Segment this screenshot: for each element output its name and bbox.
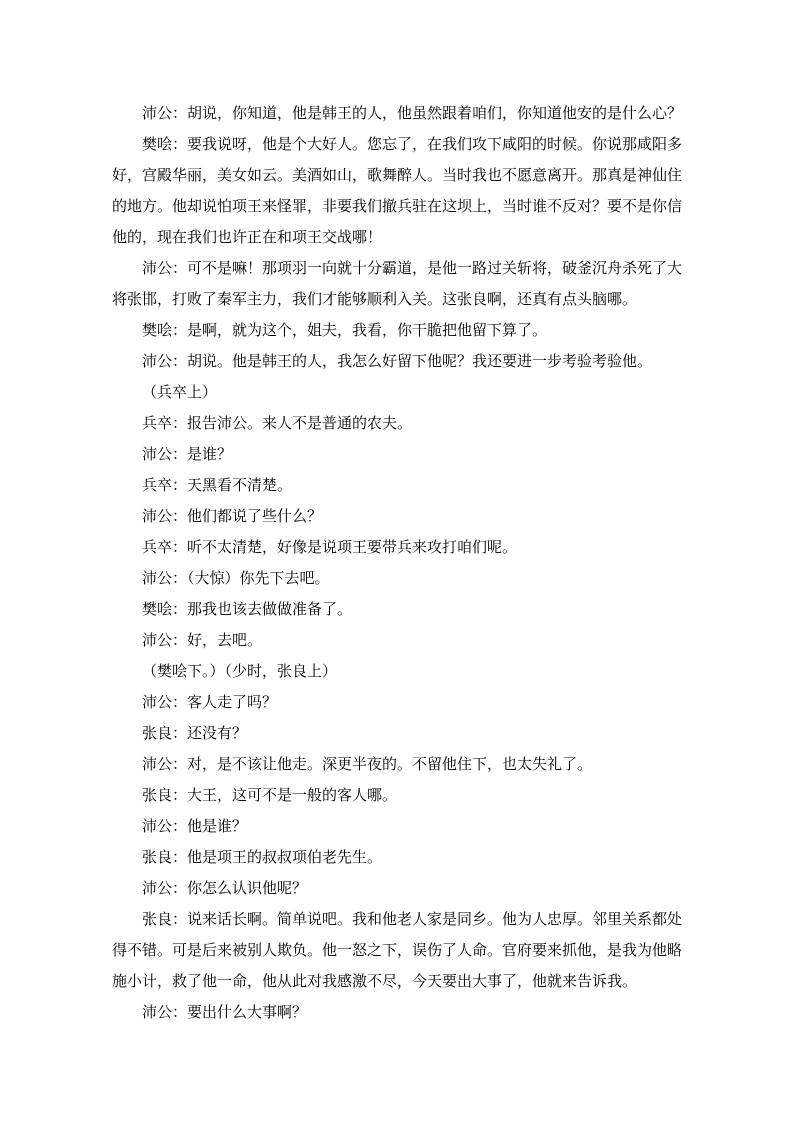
dialogue-line: 兵卒：听不太清楚，好像是说项王要带兵来攻打咱们呢。 (142, 538, 518, 556)
dialogue-line: 沛公：客人走了吗？ (142, 693, 278, 711)
dialogue-line: 张良：说来话长啊。简单说吧。我和他老人家是同乡。他为人忠厚。邻里关系都处得不错。可是后来被别人欺负。他一怒之下，误伤了人命。官府要来抓他，是我为他略施小计，救了他一命，他从此对我感激不尽，今天要出大事了，他就来告诉我。 (112, 910, 683, 990)
stage-direction: （兵卒上） (142, 383, 218, 401)
dialogue-line: 张良：还没有？ (142, 724, 248, 742)
dialogue-line: 沛公：（大惊）你先下去吧。 (142, 569, 330, 587)
dialogue-line: 沛公：胡说，你知道，他是韩王的人，他虽然跟着咱们，你知道他安的是什么心？ (142, 104, 683, 122)
dialogue-line: 张良：大王，这可不是一般的客人哪。 (142, 786, 398, 804)
dialogue-line: 沛公：要出什么大事啊？ (142, 1003, 308, 1021)
dialogue-line: 沛公：好，去吧。 (142, 631, 263, 649)
dialogue-line: 沛公：胡说。他是韩王的人，我怎么好留下他呢？我还要进一步考验考验他。 (142, 352, 653, 370)
dialogue-line: 沛公：他们都说了些什么？ (142, 507, 323, 525)
stage-direction: （樊哙下。）（少时，张良上） (142, 662, 338, 680)
dialogue-line: 张良：他是项王的叔叔项伯老先生。 (142, 848, 383, 866)
dialogue-line: 樊哙：要我说呀，他是个大好人。您忘了，在我们攻下咸阳的时候。你说那咸阳多好，宫殿华丽，美女如云。美酒如山，歌舞醉人。当时我也不愿意离开。那真是神仙住的地方。他却说怕项王来怪罪，非要我们撤兵驻在这坝上，当时谁不反对？要不是你信他的，现在我们也许正在和项王交战哪！ (112, 135, 683, 246)
dialogue-line: 兵卒：报告沛公。来人不是普通的农夫。 (142, 414, 413, 432)
dialogue-line: 沛公：是谁？ (142, 445, 233, 463)
dialogue-line: 沛公：可不是嘛！那项羽一向就十分霸道，是他一路过关斩将，破釜沉舟杀死了大将张邯，打败了秦军主力，我们才能够顺利入关。这张良啊，还真有点头脑哪。 (112, 259, 683, 308)
dialogue-line: 樊哙：那我也该去做做准备了。 (142, 600, 353, 618)
dialogue-line: 沛公：他是谁？ (142, 817, 248, 835)
dialogue-line: 沛公：对，是不该让他走。深更半夜的。不留他住下，也太失礼了。 (142, 755, 593, 773)
dialogue-line: 樊哙：是啊，就为这个，姐夫，我看，你干脆把他留下算了。 (142, 321, 548, 339)
dialogue-line: 兵卒：天黑看不清楚。 (142, 476, 293, 494)
document-page (112, 98, 682, 1028)
dialogue-line: 沛公：你怎么认识他呢？ (142, 879, 308, 897)
